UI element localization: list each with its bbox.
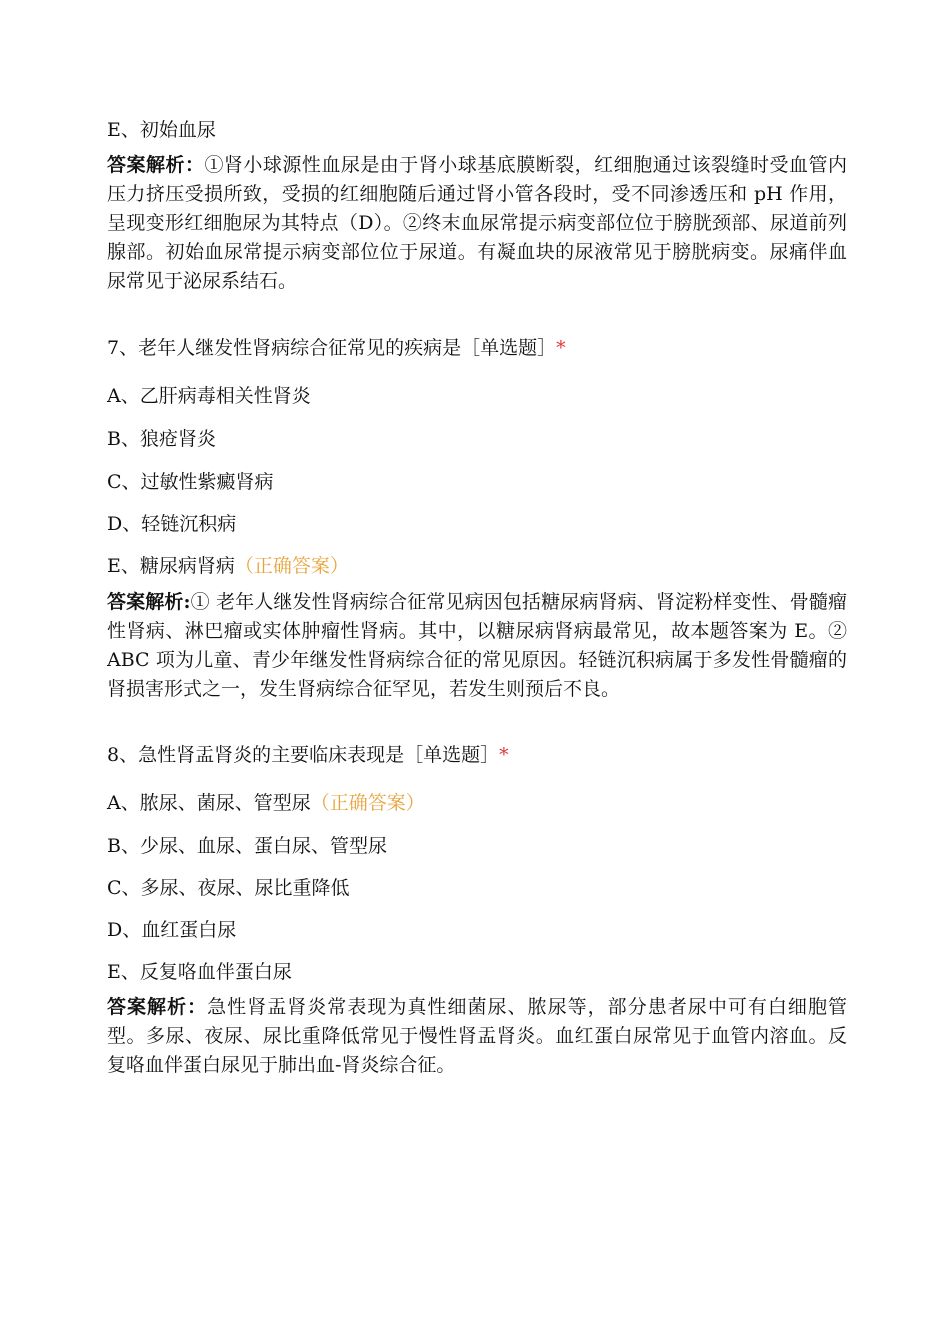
question-title-text: 7、老年人继发性肾病综合征常见的疾病是［单选题］ (107, 337, 557, 359)
analysis-label: 答案解析： (107, 154, 205, 176)
analysis-label: 答案解析： (107, 996, 208, 1018)
q8-option-d[interactable]: D、血红蛋白尿 (107, 919, 237, 941)
required-mark: * (556, 337, 566, 359)
q7-analysis (107, 588, 847, 704)
analysis-label: 答案解析: (107, 591, 191, 613)
q7-option-e[interactable] (107, 554, 349, 578)
q8-title (107, 743, 509, 767)
q7-title (107, 336, 566, 360)
option-text: E、糖尿病肾病 (107, 555, 235, 577)
prev-option-e: E、初始血尿 (107, 119, 216, 141)
analysis-text: ①肾小球源性血尿是由于肾小球基底膜断裂，红细胞通过该裂缝时受血管内压力挤压受损所致，受损的红细胞随后通过肾小管各段时，受不同渗透压和 pH 作用，呈现变形红细胞尿为其特点（D）。②终末血尿常提示病变部位位于膀胱颈部、尿道前列腺部。初始血尿常提示病变部位位于尿道。有凝血块的尿液常见于膀胱病变。尿痛伴血尿常见于泌尿系结石。 (107, 154, 847, 292)
correct-answer-tag: （正确答案） (310, 792, 425, 814)
q8-analysis (107, 993, 847, 1080)
prev-analysis (107, 151, 847, 296)
q8-option-b[interactable]: B、少尿、血尿、蛋白尿、管型尿 (107, 835, 387, 857)
q7-option-a[interactable]: A、乙肝病毒相关性肾炎 (107, 385, 311, 407)
q8-option-e[interactable]: E、反复咯血伴蛋白尿 (107, 961, 292, 983)
analysis-text: ① 老年人继发性肾病综合征常见病因包括糖尿病肾病、肾淀粉样变性、骨髓瘤性肾病、淋巴瘤或实体肿瘤性肾病。其中，以糖尿病肾病最常见，故本题答案为 E。② ABC 项为儿童、青少年继发性肾病综合征的常见原因。轻链沉积病属于多发性骨髓瘤的肾损害形式之一，发生肾病综合征罕见，若发生则预后不良。 (107, 591, 848, 700)
q7-option-c[interactable]: C、过敏性紫癜肾病 (107, 471, 274, 493)
question-title-text: 8、急性肾盂肾炎的主要临床表现是［单选题］ (107, 744, 500, 766)
required-mark: * (499, 744, 509, 766)
analysis-text: 急性肾盂肾炎常表现为真性细菌尿、脓尿等，部分患者尿中可有白细胞管型。多尿、夜尿、尿比重降低常见于慢性肾盂肾炎。血红蛋白尿常见于血管内溶血。反复咯血伴蛋白尿见于肺出血-肾炎综合征。 (107, 996, 847, 1076)
q7-option-b[interactable]: B、狼疮肾炎 (107, 428, 216, 450)
option-text: A、脓尿、菌尿、管型尿 (107, 792, 311, 814)
correct-answer-tag: （正确答案） (234, 555, 349, 577)
q7-option-d[interactable]: D、轻链沉积病 (107, 513, 237, 535)
q8-option-a[interactable] (107, 791, 425, 815)
q8-option-c[interactable]: C、多尿、夜尿、尿比重降低 (107, 877, 350, 899)
